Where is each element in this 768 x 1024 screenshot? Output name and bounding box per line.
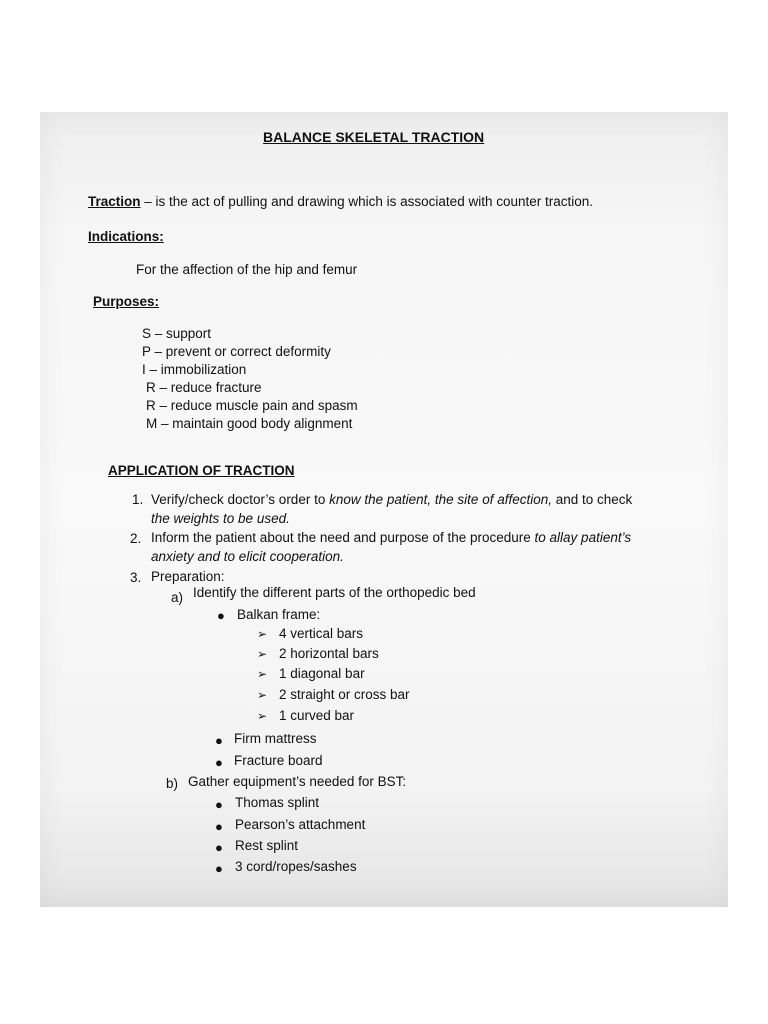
step-number: 1. — [132, 492, 144, 507]
indications-heading: Indications: — [88, 229, 164, 244]
purposes-heading: Purposes: — [93, 294, 160, 309]
bullet-icon: ● — [215, 755, 223, 770]
step-3-label: Preparation: — [151, 569, 225, 584]
purpose-item: S – support — [142, 326, 212, 341]
step-2-italic: to allay patient’s — [534, 530, 632, 545]
equipment-item: Rest splint — [235, 838, 299, 853]
balkan-item: 1 diagonal bar — [279, 666, 365, 681]
purpose-item: I – immobilization — [142, 362, 247, 377]
substep-label: b) — [166, 776, 179, 791]
bed-item: Fracture board — [234, 753, 323, 768]
balkan-frame-label: Balkan frame: — [237, 607, 321, 622]
step-2-continuation — [151, 549, 344, 565]
bullet-icon: ● — [215, 819, 223, 834]
arrow-icon: ➢ — [257, 647, 268, 661]
arrow-icon: ➢ — [257, 627, 268, 641]
balkan-item: 2 horizontal bars — [279, 646, 379, 661]
step-1-continuation — [151, 511, 290, 527]
arrow-icon: ➢ — [257, 709, 268, 723]
traction-term: Traction — [88, 194, 141, 209]
step-1-text — [151, 492, 632, 508]
step-2-text — [151, 530, 631, 546]
balkan-item: 1 curved bar — [279, 708, 355, 723]
step-2-italic-2: anxiety and to elicit cooperation. — [151, 549, 344, 564]
traction-definition — [88, 194, 593, 210]
balkan-item: 4 vertical bars — [279, 626, 364, 641]
purpose-item: R – reduce muscle pain and spasm — [146, 398, 358, 413]
arrow-icon: ➢ — [257, 667, 268, 681]
bullet-icon: ● — [215, 797, 223, 812]
step-1-italic: know the patient, the site of affection, — [329, 492, 552, 507]
bullet-icon: ● — [217, 608, 225, 623]
step-1-mid: and to check — [551, 492, 633, 507]
substep-b-text: Gather equipment’s needed for BST: — [188, 774, 407, 789]
equipment-item: Pearson’s attachment — [235, 817, 366, 832]
substep-a-text: Identify the different parts of the orthopedic bed — [193, 585, 476, 600]
application-heading: APPLICATION OF TRACTION — [108, 463, 295, 478]
bullet-icon: ● — [215, 733, 223, 748]
equipment-item: 3 cord/ropes/sashes — [235, 859, 357, 874]
step-2-plain: Inform the patient about the need and purpose of the procedure — [151, 530, 535, 545]
step-1-italic-2: the weights to be used. — [151, 511, 290, 526]
equipment-item: Thomas splint — [235, 795, 320, 810]
balkan-item: 2 straight or cross bar — [279, 687, 410, 702]
page-title: BALANCE SKELETAL TRACTION — [263, 129, 485, 145]
bullet-icon: ● — [215, 861, 223, 876]
step-number: 2. — [130, 531, 142, 546]
step-1-plain: Verify/check doctor’s order to — [151, 492, 330, 507]
purpose-item: M – maintain good body alignment — [146, 416, 353, 431]
arrow-icon: ➢ — [257, 688, 268, 702]
substep-label: a) — [171, 590, 184, 605]
step-number: 3. — [130, 570, 142, 585]
purpose-item: P – prevent or correct deformity — [142, 344, 331, 359]
bed-item: Firm mattress — [234, 731, 317, 746]
purpose-item: R – reduce fracture — [146, 380, 262, 395]
traction-definition-text: – is the act of pulling and drawing which is associated with counter traction. — [140, 194, 594, 209]
indications-text: For the affection of the hip and femur — [136, 262, 358, 277]
bullet-icon: ● — [215, 840, 223, 855]
